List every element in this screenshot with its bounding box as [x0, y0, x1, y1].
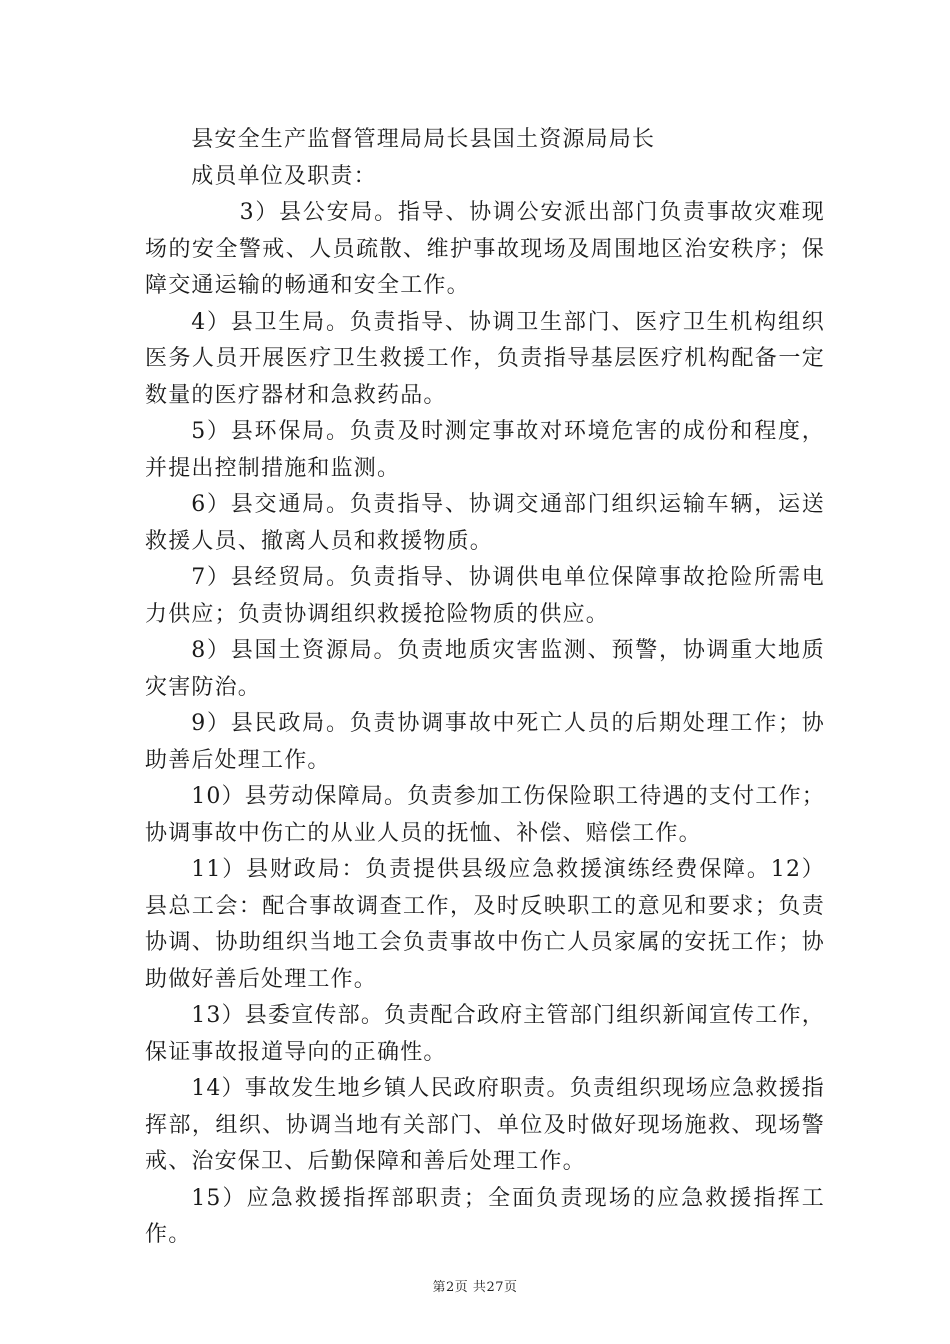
paragraph-township-government: 14）事故发生地乡镇人民政府职责。负责组织现场应急救援指挥部，组织、协调当地有关部门、单位及时做好现场施救、现场警戒、治安保卫、后勤保障和善后处理工作。 [145, 1076, 825, 1174]
paragraph-publicity: 13）县委宣传部。负责配合政府主管部门组织新闻宣传工作，保证事故报道导向的正确性。 [145, 1003, 825, 1065]
paragraph-labor-security: 10）县劳动保障局。负责参加工伤保险职工待遇的支付工作；协调事故中伤亡的从业人员的抚恤、补偿、赔偿工作。 [145, 784, 825, 846]
paragraph-civil-affairs: 9）县民政局。负责协调事故中死亡人员的后期处理工作；协助善后处理工作。 [145, 711, 825, 773]
footer-prefix: 第 [432, 1280, 447, 1295]
paragraph-economy-trade: 7）县经贸局。负责指导、协调供电单位保障事故抢险所需电力供应；负责协调组织救援抢险物质的供应。 [145, 565, 825, 627]
paragraph-environment: 5）县环保局。负责及时测定事故对环境危害的成份和程度，并提出控制措施和监测。 [145, 419, 825, 481]
paragraph-land-resources: 8）县国土资源局。负责地质灾害监测、预警，协调重大地质灾害防治。 [145, 638, 825, 700]
paragraph-rescue-command: 15）应急救援指挥部职责；全面负责现场的应急救援指挥工作。 [145, 1185, 825, 1247]
paragraph-health: 4）县卫生局。负责指导、协调卫生部门、医疗卫生机构组织医务人员开展医疗卫生救援工作，负责指导基层医疗机构配备一定数量的医疗器材和急救药品。 [145, 309, 825, 408]
document-body [145, 122, 825, 1254]
paragraph-transport: 6）县交通局。负责指导、协调交通部门组织运输车辆，运送救援人员、撤离人员和救援物质。 [145, 492, 825, 554]
footer-middle: 页 共 [454, 1280, 487, 1295]
paragraph-member-units: 成员单位及职责： [191, 163, 377, 189]
page-number-footer [0, 1279, 950, 1297]
footer-total-pages: 27 [486, 1280, 504, 1295]
footer-suffix: 页 [503, 1280, 518, 1295]
footer-current-page: 2 [446, 1280, 455, 1295]
paragraph-finance-union: 11）县财政局：负责提供县级应急救援演练经费保障。12）县总工会：配合事故调查工作，及时反映职工的意见和要求；负责协调、协助组织当地工会负责事故中伤亡人员家属的安抚工作；协助做好善后处理工作。 [145, 857, 825, 992]
paragraph-public-security: 3）县公安局。指导、协调公安派出部门负责事故灾难现场的安全警戒、人员疏散、维护事故现场及周围地区治安秩序；保障交通运输的畅通和安全工作。 [145, 200, 825, 298]
paragraph-heads: 县安全生产监督管理局局长县国土资源局局长 [191, 127, 656, 152]
